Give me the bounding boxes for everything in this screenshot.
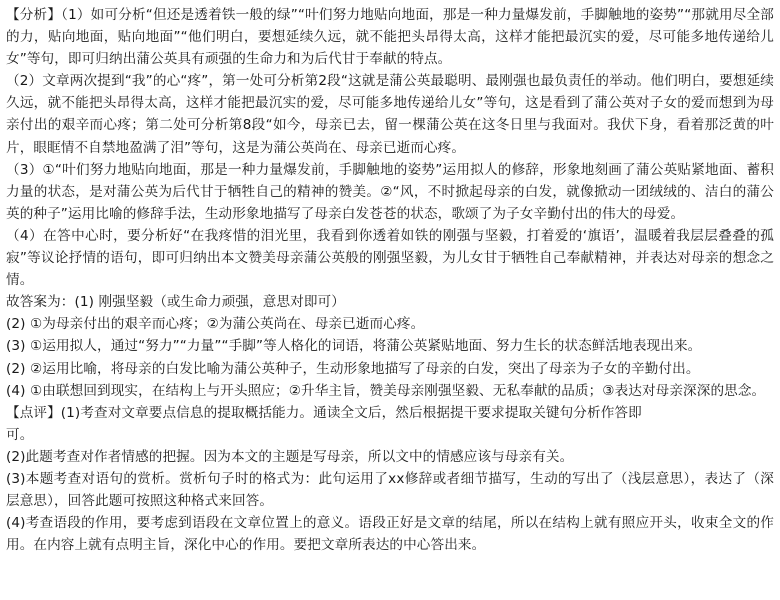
comment-1: 【点评】(1)考查对文章要点信息的提取概括能力。通读全文后，然后根据提干要求提取关键句分析作答即	[6, 404, 642, 421]
comment-1-continued: 可。	[6, 426, 34, 443]
analysis-part-1: 【分析】（1）如可分析“但还是透着铁一般的绿”“叶们努力地贴向地面，那是一种力量爆发前，手脚触地的姿势”“那就用尽全部的力，贴向地面，贴向地面”“他们明白，要想延续久远，就不能把头昂得太高，这样才能把最沉实的爱，尽可能多地传递给儿女”等句，即可归纳出蒲公英具有顽强的生命力和为后代甘于奉献的特点。	[6, 7, 774, 68]
answer-2: (2) ①为母亲付出的艰辛而心疼；②为蒲公英尚在、母亲已逝而心疼。	[6, 316, 425, 333]
answer-4: (4) ①由联想回到现实，在结构上与开头照应；②升华主旨，赞美母亲刚强坚毅、无私奉献的品质；③表达对母亲深深的思念。	[6, 382, 766, 399]
answer-3-2: (2) ②运用比喻，将母亲的白发比喻为蒲公英种子，生动形象地描写了母亲的白发，突出了母亲为子女的辛勤付出。	[6, 360, 700, 377]
answer-3-1: (3) ①运用拟人，通过“努力”“力量”“手脚”等人格化的词语，将蒲公英紧贴地面、努力生长的状态鲜活地表现出来。	[6, 338, 702, 355]
comment-2: (2)此题考查对作者情感的把握。因为本文的主题是写母亲，所以文中的情感应该与母亲有关。	[6, 448, 574, 465]
analysis-part-4: （4）在答中心时，要分析好“在我疼惜的泪光里，我看到你透着如铁的刚强与坚毅，打着爱的‘旗语’，温暖着我层层叠叠的孤寂”等议论抒情的语句，即可归纳出本文赞美母亲蒲公英般的刚强坚毅，为儿女甘于牺牲自己奉献精神，并表达对母亲的想念之情。	[6, 227, 774, 289]
comment-4: (4)考查语段的作用，要考虑到语段在文章位置上的意义。语段正好是文章的结尾，所以在结构上就有照应开头，收束全文的作用。在内容上就有点明主旨，深化中心的作用。要把文章所表达的中心答出来。	[6, 515, 774, 554]
analysis-part-2: （2）文章两次提到“我”的心“疼”，第一处可分析第2段“这就是蒲公英最聪明、最刚强也最负责任的举动。他们明白，要想延续久远，就不能把头昂得太高，这样才能把最沉实的爱，尽可能多地传递给儿女”等句，这是看到了蒲公英对子女的爱而想到为母亲付出的艰辛而心疼；第二处可分析第8段“如今，母亲已去，留一棵蒲公英在这冬日里与我面对。我伏下身，看着那泛黄的叶片，眼眶情不自禁地盈满了泪”等句，这是为蒲公英尚在、母亲已逝而心疼。	[6, 73, 774, 156]
analysis-part-3: （3）①“叶们努力地贴向地面，那是一种力量爆发前，手脚触地的姿势”运用拟人的修辞，形象地刻画了蒲公英贴紧地面、蓄积力量的状态，是对蒲公英为后代甘于牺牲自己的精神的赞美。②“风，不时掀起母亲的白发，就像掀动一团绒绒的、洁白的蒲公英的种子”运用比喻的修辞手法，生动形象地描写了母亲白发苍苍的状态，歌颂了为子女辛勤付出的伟大的母爱。	[6, 161, 774, 222]
comment-3: (3)本题考查对语句的赏析。赏析句子时的格式为：此句运用了xx修辞或者细节描写，生动的写出了（浅层意思），表达了（深层意思），回答此题可按照这种格式来回答。	[6, 470, 774, 510]
answer-1: 故答案为：(1) 刚强坚毅（或生命力顽强，意思对即可）	[6, 294, 345, 311]
